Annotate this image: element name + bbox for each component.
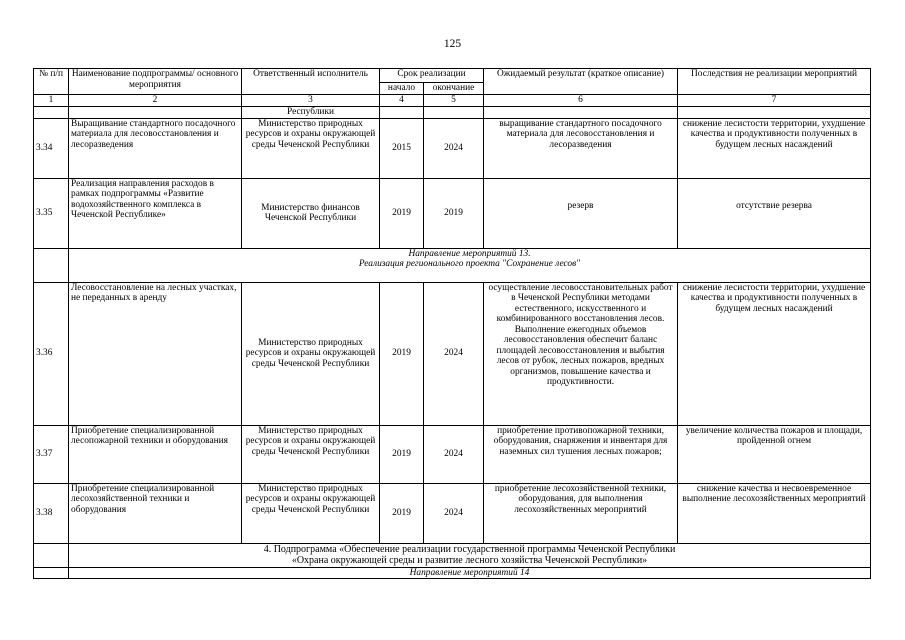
- continuation-row: [34, 107, 871, 119]
- subprogram-heading-line1: 4. Подпрограмма «Обеспечение реализации государственной программы Чеченской Республики: [263, 543, 676, 555]
- row-consequence: увеличение количества пожаров и площади, пройденной огнем: [678, 425, 871, 483]
- row-result: выращивание стандартного посадочного материала для лесовосстановления и лесоразведения: [484, 118, 678, 178]
- row-name: Реализация направления расходов в рамках подпрограммы «Развитие водохозяйственного комплекса в Чеченской Республике»: [69, 178, 242, 248]
- row-start: 2019: [380, 178, 424, 248]
- row-name: Лесовосстановление на лесных участках, не переданных в аренду: [69, 282, 242, 425]
- column-number: 4: [380, 95, 424, 107]
- row-end: 2024: [424, 118, 484, 178]
- table-row: [34, 425, 871, 483]
- row-end: 2019: [424, 178, 484, 248]
- column-number: 5: [424, 95, 484, 107]
- row-start: 2019: [380, 425, 424, 483]
- row-executor: Министерство природных ресурсов и охраны окружающей среды Чеченской Республики: [242, 425, 380, 483]
- section-heading-line2: Реализация регионального проекта "Сохранение лесов": [358, 259, 581, 270]
- row-executor: Министерство природных ресурсов и охраны окружающей среды Чеченской Республики: [242, 118, 380, 178]
- column-number: 3: [242, 95, 380, 107]
- row-number: 3.35: [34, 178, 69, 248]
- section-heading: Направление мероприятий 14: [69, 567, 871, 579]
- row-executor: Министерство финансов Чеченской Республики: [242, 178, 380, 248]
- header-start: начало: [380, 83, 424, 95]
- section-heading: [69, 248, 871, 282]
- row-result: приобретение противопожарной техники, оборудования, снаряжения и инвентаря для наземных сил тушения лесных пожаров;: [484, 425, 678, 483]
- header-executor: Ответственный исполнитель: [242, 69, 380, 95]
- row-start: 2019: [380, 282, 424, 425]
- section-heading-line1: Направление мероприятий 13.: [408, 248, 531, 259]
- section-heading-row: [34, 567, 871, 579]
- table-row: [34, 118, 871, 178]
- page-number: 125: [443, 38, 462, 50]
- row-start: 2019: [380, 483, 424, 543]
- row-number: 3.34: [34, 118, 69, 178]
- row-number: 3.38: [34, 483, 69, 543]
- section-heading-row: [34, 248, 871, 282]
- row-consequence: отсутствие резерва: [678, 178, 871, 248]
- table-row: [34, 483, 871, 543]
- table-row: [34, 178, 871, 248]
- header-num: № п/п: [34, 69, 69, 95]
- column-number: 7: [678, 95, 871, 107]
- row-name: Выращивание стандартного посадочного материала для лесовосстановления и лесоразведения: [69, 118, 242, 178]
- column-number: 2: [69, 95, 242, 107]
- table-row: [34, 282, 871, 425]
- header-end: окончание: [424, 83, 484, 95]
- row-name: Приобретение специализированной лесопожарной техники и оборудования: [69, 425, 242, 483]
- row-consequence: снижение лесистости территории, ухудшение качества и продуктивности полученных в будущем лесных насаждений: [678, 282, 871, 425]
- row-result: резерв: [484, 178, 678, 248]
- header-term: Срок реализации: [380, 69, 484, 83]
- row-executor: Министерство природных ресурсов и охраны окружающей среды Чеченской Республики: [242, 483, 380, 543]
- row-start: 2015: [380, 118, 424, 178]
- header-consequence: Последствия не реализации мероприятий: [678, 69, 871, 95]
- subprogram-heading-line2: «Охрана окружающей среды и развитие лесного хозяйства Чеченской Республики»: [291, 554, 648, 566]
- row-executor: Министерство природных ресурсов и охраны окружающей среды Чеченской Республики: [242, 282, 380, 425]
- row-end: 2024: [424, 282, 484, 425]
- header-name: Наименование подпрограммы/ основного мероприятия: [69, 69, 242, 95]
- row-number: 3.36: [34, 282, 69, 425]
- row-consequence: снижение качества и несвоевременное выполнение лесохозяйственных мероприятий: [678, 483, 871, 543]
- column-number: 1: [34, 95, 69, 107]
- row-end: 2024: [424, 483, 484, 543]
- program-table: [33, 68, 871, 579]
- subprogram-row: [34, 543, 871, 567]
- header-row: [34, 69, 871, 83]
- column-number: 6: [484, 95, 678, 107]
- row-result: осуществление лесовосстановительных работ в Чеченской Республики методами естественного, искусственного и комбинированного восстановления лесов. Выполнение ежегодных объемов лесовосстановления обеспечит баланс площадей лесовосстановления и выбытия лесов от рубок, лесных пожаров, вредных организмов, повышение качества и продуктивности.: [484, 282, 678, 425]
- column-numbers-row: [34, 95, 871, 107]
- row-end: 2024: [424, 425, 484, 483]
- row-consequence: снижение лесистости территории, ухудшение качества и продуктивности полученных в будущем лесных насаждений: [678, 118, 871, 178]
- header-result: Ожидаемый результат (краткое описание): [484, 69, 678, 95]
- subprogram-heading: [69, 543, 871, 567]
- continuation-text: Республики: [242, 107, 380, 119]
- row-number: 3.37: [34, 425, 69, 483]
- row-name: Приобретение специализированной лесохозяйственной техники и оборудования: [69, 483, 242, 543]
- row-result: приобретение лесохозяйственной техники, оборудования, для выполнения лесохозяйственных мероприятий: [484, 483, 678, 543]
